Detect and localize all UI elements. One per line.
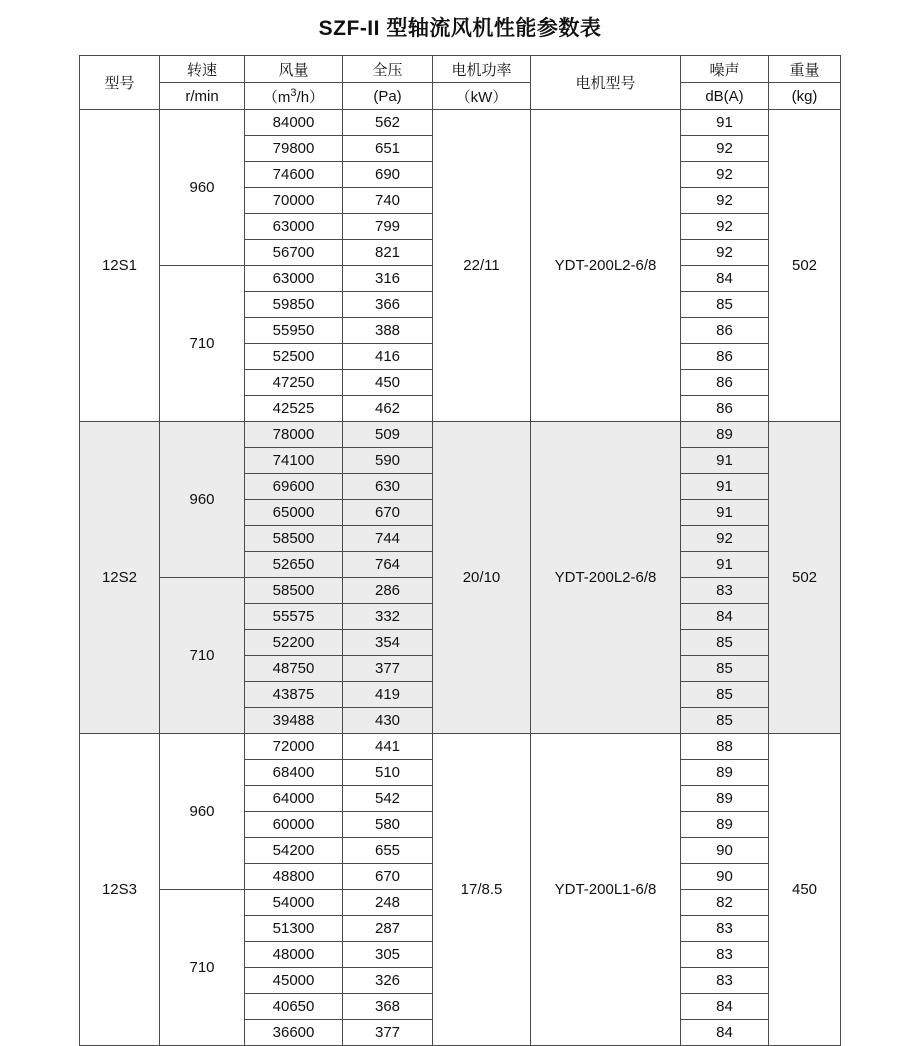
cell-speed: 960 [160, 422, 245, 578]
cell-flow: 72000 [245, 734, 343, 760]
cell-speed: 710 [160, 578, 245, 734]
cell-flow: 64000 [245, 786, 343, 812]
cell-noise: 85 [681, 708, 769, 734]
cell-model: 12S1 [80, 110, 160, 422]
cell-flow: 79800 [245, 136, 343, 162]
cell-noise: 85 [681, 656, 769, 682]
cell-flow: 54200 [245, 838, 343, 864]
flow-unit-post: /h） [296, 88, 325, 106]
cell-noise: 84 [681, 994, 769, 1020]
cell-pressure: 366 [343, 292, 433, 318]
cell-noise: 83 [681, 578, 769, 604]
header-model: 型号 [80, 56, 160, 110]
cell-pressure: 655 [343, 838, 433, 864]
cell-pressure: 740 [343, 188, 433, 214]
cell-flow: 48800 [245, 864, 343, 890]
cell-noise: 84 [681, 604, 769, 630]
cell-noise: 86 [681, 370, 769, 396]
cell-power: 20/10 [433, 422, 531, 734]
cell-noise: 91 [681, 500, 769, 526]
cell-pressure: 354 [343, 630, 433, 656]
cell-flow: 63000 [245, 266, 343, 292]
cell-pressure: 368 [343, 994, 433, 1020]
cell-noise: 91 [681, 448, 769, 474]
cell-noise: 92 [681, 162, 769, 188]
cell-flow: 54000 [245, 890, 343, 916]
cell-flow: 56700 [245, 240, 343, 266]
cell-flow: 48000 [245, 942, 343, 968]
cell-flow: 52500 [245, 344, 343, 370]
cell-flow: 69600 [245, 474, 343, 500]
cell-noise: 82 [681, 890, 769, 916]
cell-pressure: 462 [343, 396, 433, 422]
cell-noise: 83 [681, 968, 769, 994]
cell-noise: 86 [681, 318, 769, 344]
header-row-top [80, 56, 841, 83]
cell-pressure: 430 [343, 708, 433, 734]
cell-flow: 51300 [245, 916, 343, 942]
cell-noise: 84 [681, 266, 769, 292]
cell-flow: 63000 [245, 214, 343, 240]
header-speed-unit: r/min [160, 83, 245, 110]
cell-pressure: 651 [343, 136, 433, 162]
cell-pressure: 419 [343, 682, 433, 708]
cell-pressure: 388 [343, 318, 433, 344]
cell-pressure: 509 [343, 422, 433, 448]
header-power-unit: （kW） [433, 83, 531, 110]
cell-pressure: 316 [343, 266, 433, 292]
cell-speed: 960 [160, 734, 245, 890]
cell-flow: 40650 [245, 994, 343, 1020]
cell-power: 22/11 [433, 110, 531, 422]
cell-noise: 89 [681, 786, 769, 812]
performance-table [79, 55, 841, 1046]
cell-noise: 91 [681, 552, 769, 578]
header-row-units [80, 83, 841, 110]
header-flow-unit [245, 83, 343, 110]
cell-noise: 89 [681, 812, 769, 838]
cell-pressure: 332 [343, 604, 433, 630]
cell-pressure: 542 [343, 786, 433, 812]
cell-pressure: 286 [343, 578, 433, 604]
cell-noise: 92 [681, 526, 769, 552]
cell-flow: 74100 [245, 448, 343, 474]
cell-flow: 52650 [245, 552, 343, 578]
table-row [80, 422, 841, 448]
header-pressure: 全压 [343, 56, 433, 83]
cell-noise: 92 [681, 136, 769, 162]
flow-unit-sup: 3 [290, 86, 297, 99]
header-speed: 转速 [160, 56, 245, 83]
cell-flow: 42525 [245, 396, 343, 422]
cell-pressure: 764 [343, 552, 433, 578]
cell-flow: 84000 [245, 110, 343, 136]
cell-pressure: 744 [343, 526, 433, 552]
cell-pressure: 562 [343, 110, 433, 136]
cell-flow: 43875 [245, 682, 343, 708]
cell-noise: 90 [681, 864, 769, 890]
cell-noise: 91 [681, 110, 769, 136]
cell-noise: 92 [681, 188, 769, 214]
cell-noise: 86 [681, 344, 769, 370]
cell-noise: 91 [681, 474, 769, 500]
cell-motor: YDT-200L2-6/8 [531, 422, 681, 734]
cell-flow: 65000 [245, 500, 343, 526]
cell-pressure: 305 [343, 942, 433, 968]
cell-model: 12S2 [80, 422, 160, 734]
cell-pressure: 248 [343, 890, 433, 916]
cell-pressure: 416 [343, 344, 433, 370]
cell-weight: 502 [769, 422, 841, 734]
cell-noise: 85 [681, 682, 769, 708]
header-weight: 重量 [769, 56, 841, 83]
cell-pressure: 377 [343, 656, 433, 682]
cell-flow: 52200 [245, 630, 343, 656]
cell-flow: 55950 [245, 318, 343, 344]
header-weight-unit: (kg) [769, 83, 841, 110]
cell-pressure: 821 [343, 240, 433, 266]
cell-flow: 47250 [245, 370, 343, 396]
table-row [80, 110, 841, 136]
cell-model: 12S3 [80, 734, 160, 1046]
header-pressure-unit: (Pa) [343, 83, 433, 110]
cell-pressure: 630 [343, 474, 433, 500]
cell-noise: 84 [681, 1020, 769, 1046]
cell-flow: 36600 [245, 1020, 343, 1046]
cell-noise: 88 [681, 734, 769, 760]
cell-flow: 45000 [245, 968, 343, 994]
cell-noise: 86 [681, 396, 769, 422]
cell-noise: 83 [681, 942, 769, 968]
table-body [80, 110, 841, 1046]
cell-flow: 55575 [245, 604, 343, 630]
cell-motor: YDT-200L1-6/8 [531, 734, 681, 1046]
cell-flow: 68400 [245, 760, 343, 786]
cell-flow: 48750 [245, 656, 343, 682]
cell-noise: 90 [681, 838, 769, 864]
cell-pressure: 377 [343, 1020, 433, 1046]
table-header [80, 56, 841, 110]
cell-speed: 960 [160, 110, 245, 266]
header-motor: 电机型号 [531, 56, 681, 110]
cell-weight: 502 [769, 110, 841, 422]
header-flow: 风量 [245, 56, 343, 83]
header-power: 电机功率 [433, 56, 531, 83]
cell-pressure: 450 [343, 370, 433, 396]
cell-noise: 92 [681, 214, 769, 240]
cell-noise: 92 [681, 240, 769, 266]
cell-pressure: 799 [343, 214, 433, 240]
cell-power: 17/8.5 [433, 734, 531, 1046]
cell-noise: 85 [681, 292, 769, 318]
cell-noise: 85 [681, 630, 769, 656]
cell-pressure: 326 [343, 968, 433, 994]
cell-noise: 89 [681, 422, 769, 448]
cell-pressure: 287 [343, 916, 433, 942]
flow-unit-pre: （m [262, 88, 291, 106]
cell-weight: 450 [769, 734, 841, 1046]
cell-pressure: 690 [343, 162, 433, 188]
cell-flow: 78000 [245, 422, 343, 448]
cell-speed: 710 [160, 266, 245, 422]
table-row [80, 734, 841, 760]
header-noise: 噪声 [681, 56, 769, 83]
cell-flow: 60000 [245, 812, 343, 838]
cell-flow: 39488 [245, 708, 343, 734]
cell-pressure: 670 [343, 864, 433, 890]
cell-noise: 89 [681, 760, 769, 786]
cell-flow: 70000 [245, 188, 343, 214]
header-noise-unit: dB(A) [681, 83, 769, 110]
page-title: SZF-II 型轴流风机性能参数表 [318, 17, 602, 40]
cell-flow: 74600 [245, 162, 343, 188]
cell-flow: 58500 [245, 578, 343, 604]
cell-pressure: 510 [343, 760, 433, 786]
cell-pressure: 580 [343, 812, 433, 838]
cell-flow: 58500 [245, 526, 343, 552]
cell-noise: 83 [681, 916, 769, 942]
cell-pressure: 441 [343, 734, 433, 760]
cell-pressure: 590 [343, 448, 433, 474]
cell-speed: 710 [160, 890, 245, 1046]
cell-pressure: 670 [343, 500, 433, 526]
cell-motor: YDT-200L2-6/8 [531, 110, 681, 422]
cell-flow: 59850 [245, 292, 343, 318]
